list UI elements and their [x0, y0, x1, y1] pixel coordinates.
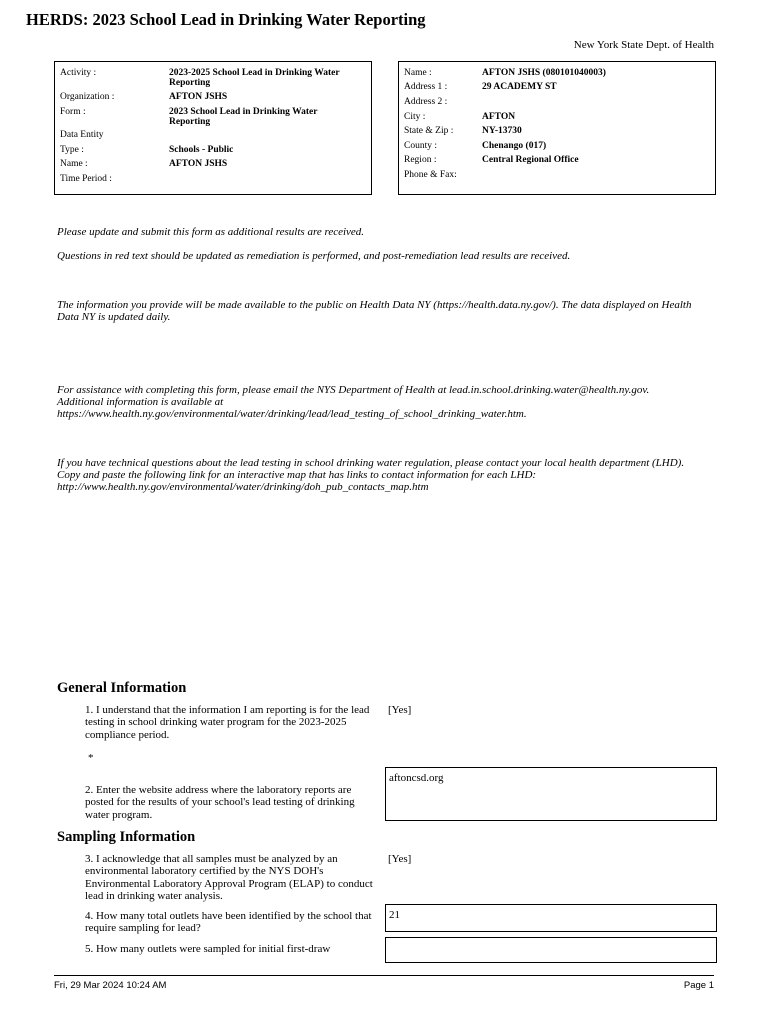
page-title: HERDS: 2023 School Lead in Drinking Water Reporting — [26, 10, 426, 29]
total-outlets-field[interactable]: 21 — [385, 904, 717, 932]
address1-label: Address 1 : — [404, 82, 448, 92]
activity-label: Activity : — [60, 68, 97, 78]
entity-name-value: AFTON JSHS — [169, 159, 228, 169]
entity-info-box — [54, 61, 372, 195]
activity-value: 2023-2025 School Lead in Drinking Water Reporting — [169, 68, 340, 88]
state-zip-value: NY-13730 — [482, 126, 522, 136]
type-label: Type : — [60, 145, 84, 155]
question-1: 1. I understand that the information I am reporting is for the lead testing in school drinking water program for the 2023-2025 compliance period. — [85, 704, 370, 741]
answer-1: [Yes] — [388, 704, 412, 716]
instruction-assistance: For assistance with completing this form, please email the NYS Department of Health at lead.in.school.drinking.water@health.ny.gov. Additional information is available at https://www.health.ny.gov/environmental/water/drinking/lead/lead_testing_of_school_drinking_water.htm. — [57, 384, 650, 420]
instruction-public-data: The information you provide will be made available to the public on Health Data NY (https://health.data.ny.gov/). The data displayed on Health Data NY is updated daily. — [57, 299, 692, 323]
instruction-red-text: Questions in red text should be updated as remediation is performed, and post-remediation lead results are received. — [57, 250, 571, 262]
entity-name-label: Name : — [60, 159, 88, 169]
address-info-box — [398, 61, 716, 195]
county-value: Chenango (017) — [482, 141, 547, 151]
question-3: 3. I acknowledge that all samples must be analyzed by an environmental laboratory certified by the NYS DOH's Environmental Laboratory Approval Program (ELAP) to conduct lead in drinking water analysis. — [85, 853, 373, 903]
sampling-information-heading: Sampling Information — [57, 829, 196, 845]
city-value: AFTON — [482, 112, 516, 122]
time-period-label: Time Period : — [60, 174, 112, 184]
footer-divider — [54, 975, 714, 976]
instruction-technical: If you have technical questions about the lead testing in school drinking water regulation, please contact your local health department (LHD). Copy and paste the following link for an interactive map that has links to contact information for each LHD: http://www.health.ny.gov/environmental/water/drinking/doh_pub_contacts_map.htm — [57, 457, 685, 493]
question-4: 4. How many total outlets have been identified by the school that require sampling for lead? — [85, 910, 372, 935]
form-value: 2023 School Lead in Drinking Water Reporting — [169, 107, 318, 127]
address2-label: Address 2 : — [404, 97, 448, 107]
question-2: 2. Enter the website address where the laboratory reports are posted for the results of your school's lead testing of drinking water program. — [85, 784, 355, 821]
name-label: Name : — [404, 68, 432, 78]
city-label: City : — [404, 112, 426, 122]
phone-fax-label: Phone & Fax: — [404, 170, 457, 180]
required-mark: * — [88, 752, 94, 764]
data-entity-label: Data Entity — [60, 130, 104, 140]
footer-page-number: Page 1 — [683, 980, 714, 991]
organization-label: Organization : — [60, 92, 115, 102]
instruction-update: Please update and submit this form as additional results are received. — [57, 226, 365, 238]
website-address-field[interactable]: aftoncsd.org — [385, 767, 717, 821]
footer-timestamp: Fri, 29 Mar 2024 10:24 AM — [54, 980, 167, 991]
department-name: New York State Dept. of Health — [573, 39, 714, 51]
address1-value: 29 ACADEMY ST — [482, 82, 557, 92]
region-value: Central Regional Office — [482, 155, 579, 165]
form-label: Form : — [60, 107, 86, 117]
type-value: Schools - Public — [169, 145, 234, 155]
region-label: Region : — [404, 155, 437, 165]
answer-3: [Yes] — [388, 853, 412, 865]
name-value: AFTON JSHS (080101040003) — [482, 68, 606, 78]
state-zip-label: State & Zip : — [404, 126, 454, 136]
outlets-sampled-field[interactable] — [385, 937, 717, 963]
organization-value: AFTON JSHS — [169, 92, 228, 102]
general-information-heading: General Information — [57, 680, 187, 696]
county-label: County : — [404, 141, 437, 151]
question-5: 5. How many outlets were sampled for initial first-draw — [85, 943, 331, 955]
